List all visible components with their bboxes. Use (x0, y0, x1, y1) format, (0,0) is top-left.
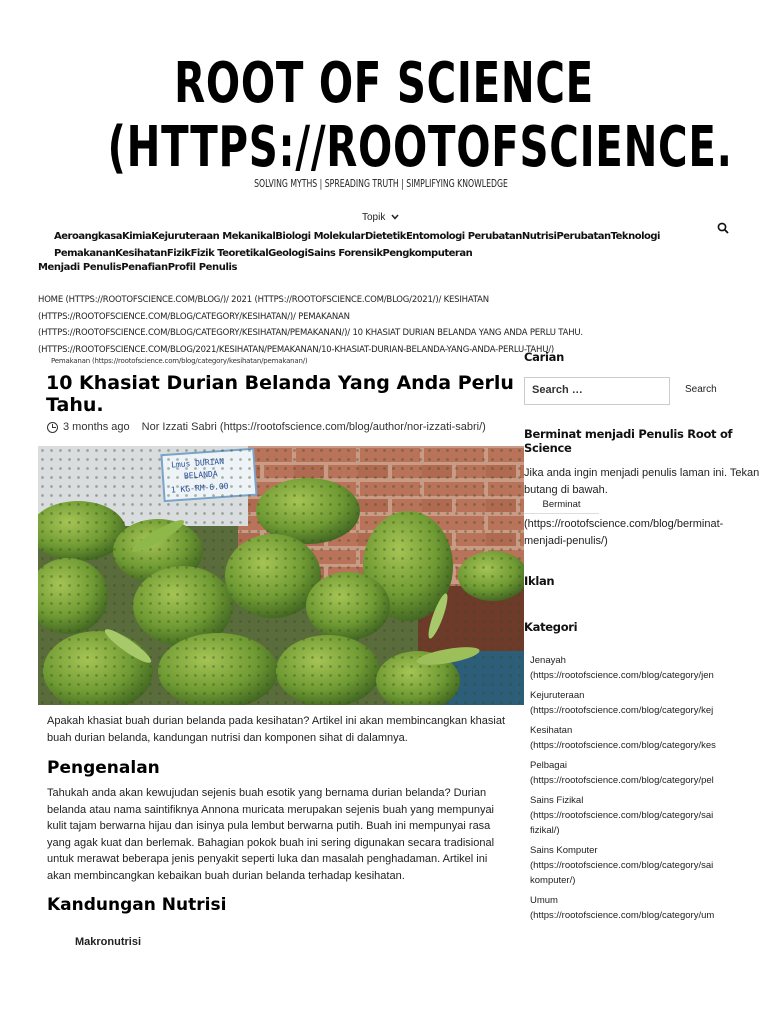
sidebar-iklan-heading: Iklan (524, 574, 555, 588)
featured-image-soursop (38, 446, 524, 705)
sidebar-carian-heading: Carian (524, 350, 564, 364)
nav-category-item[interactable]: Dietetik (365, 231, 406, 242)
intro-paragraph: Apakah khasiat buah durian belanda pada kesihatan? Artikel ini akan membincangkan khasiat buah durian belanda, kandungan nutrisi dan komponen sihat di dalamnya. (47, 715, 506, 744)
page-nav (38, 262, 237, 273)
nav-category-item[interactable]: Teknologi Pemakanan (54, 231, 660, 259)
sidebar-category-item[interactable]: Jenayah (https://rootofscience.com/blog/category/jen (530, 655, 714, 681)
nav-category-item[interactable]: Pengkomputeran (382, 248, 473, 259)
nav-category-item[interactable]: Sains Forensik (307, 248, 383, 259)
nav-category-item[interactable]: Kimia (121, 231, 152, 242)
heading-pengenalan: Pengenalan (47, 758, 160, 778)
topik-label: Topik (362, 212, 386, 223)
site-title-line1[interactable]: ROOT OF SCIENCE (174, 51, 594, 116)
post-date[interactable]: 3 months ago (63, 421, 130, 433)
post-meta (47, 421, 486, 433)
writer-heading-line1: Berminat menjadi Penulis Root of (524, 427, 733, 441)
sidebar-search-input[interactable]: Search … (524, 377, 670, 405)
nav-category-item[interactable]: Geologi (268, 248, 308, 259)
category-nav (54, 228, 734, 262)
breadcrumb-line2[interactable]: (HTTPS://ROOTOFSCIENCE.COM/BLOG/CATEGORY/KESIHATAN/PEMAKANAN/)/ 10 KHASIAT DURIAN BELANDA YANG ANDA PERLU TAHU. (38, 328, 583, 338)
nav-category-item[interactable]: Kesihatan (115, 248, 167, 259)
post-author[interactable]: Nor Izzati Sabri (https://rootofscience.com/blog/author/nor-izzati-sabri/) (141, 421, 486, 433)
sidebar-berminat-button[interactable]: Berminat (524, 499, 599, 514)
pengenalan-paragraph: Tahukah anda akan kewujudan sejenis buah esotik yang bernama durian belanda? Durian belanda atau nama saintifiknya Annona muricata merupakan sejenis buah yang mempunyai kulit tajam berwarna hijau dan isinya pula lembut berwarna putih. Buah ini mempunyai rasa yang agak kuat dan berlemak. Bahagian pokok buah ini sering digunakan secara tradisional untuk merawat beberapa jenis penyakit seperti luka dan masalah penghadaman. Artikel ini akan membincangkan kebaikan buah durian belanda terhadap kesihatan. (47, 787, 495, 882)
writer-heading-line2: Science (524, 441, 572, 455)
post-title: 10 Khasiat Durian Belanda Yang Anda Perlu Tahu. (46, 372, 514, 416)
chevron-down-icon (391, 213, 399, 222)
sidebar-category-item[interactable]: Umum (https://rootofscience.com/blog/category/um (530, 895, 715, 921)
nav-category-item[interactable]: Aeroangkasa (54, 231, 122, 242)
site-title-line2[interactable]: (HTTPS://ROOTOFSCIENCE. (107, 115, 733, 180)
sidebar-writer-link[interactable]: (https://rootofscience.com/blog/berminat- menjadi-penulis/) (524, 518, 724, 547)
nav-category-item[interactable]: Perubatan (556, 231, 611, 242)
nav-category-item[interactable]: Fizik Teoretikal (190, 248, 269, 259)
nav-page-item[interactable]: Profil Penulis (167, 262, 238, 273)
sidebar-category-item[interactable]: Pelbagai (https://rootofscience.com/blog/category/pel (530, 760, 714, 786)
nav-category-item[interactable]: Fizik (166, 248, 191, 259)
sidebar-writer-heading (524, 427, 768, 455)
site-title[interactable] (107, 51, 733, 180)
heading-kandungan-nutrisi: Kandungan Nutrisi (47, 895, 227, 915)
breadcrumb-line3[interactable]: (HTTPS://ROOTOFSCIENCE.COM/BLOG/2021/KESIHATAN/PEMAKANAN/10-KHASIAT-DURIAN-BELANDA-YANG-ANDA-PERLU-TAHU/) (38, 344, 555, 355)
sidebar-category-item[interactable]: Sains Komputer (https://rootofscience.com/blog/category/sai komputer/) (530, 845, 714, 886)
nav-category-item[interactable]: Nutrisi (521, 231, 557, 242)
post-category-link[interactable]: Pemakanan (https://rootofscience.com/blog/category/kesihatan/pemakanan/) (51, 357, 308, 365)
clock-icon (47, 422, 58, 433)
breadcrumb-line1[interactable]: HOME (HTTPS://ROOTOFSCIENCE.COM/BLOG/)/ 2021 (HTTPS://ROOTOFSCIENCE.COM/BLOG/2021/)/ KESIHATAN (HTTPS://ROOTOFSCIENCE.COM/BLOG/CATEGORY/KESIHATAN/)/ PEMAKANAN (38, 295, 489, 322)
sidebar-kategori-heading: Kategori (524, 620, 578, 634)
nav-category-item[interactable]: Kejuruteraan Mekanikal (151, 231, 276, 242)
nav-page-item[interactable]: Menjadi Penulis (38, 262, 122, 273)
sidebar-category-item[interactable]: Kejuruteraan (https://rootofscience.com/blog/category/kej (530, 690, 714, 716)
nav-category-item[interactable]: Entomologi Perubatan (405, 231, 522, 242)
breadcrumb (38, 292, 738, 358)
sidebar-search-button[interactable]: Search (685, 384, 717, 395)
site-tagline: SOLVING MYTHS | SPREADING TRUTH | SIMPLIFYING KNOWLEDGE (254, 178, 508, 190)
sidebar-category-list (530, 653, 768, 928)
sidebar-writer-text: Jika anda ingin menjadi penulis laman ini. Tekan butang di bawah. (524, 467, 760, 496)
nav-category-item[interactable]: Biologi Molekular (275, 231, 365, 242)
sidebar-category-item[interactable]: Kesihatan (https://rootofscience.com/blog/category/kes (530, 725, 716, 751)
topik-menu[interactable] (362, 212, 399, 223)
subheading-makronutrisi: Makronutrisi (75, 936, 142, 948)
sidebar-category-item[interactable]: Sains Fizikal (https://rootofscience.com/blog/category/sai fizikal/) (530, 795, 714, 836)
nav-page-item[interactable]: Penafian (121, 262, 168, 273)
